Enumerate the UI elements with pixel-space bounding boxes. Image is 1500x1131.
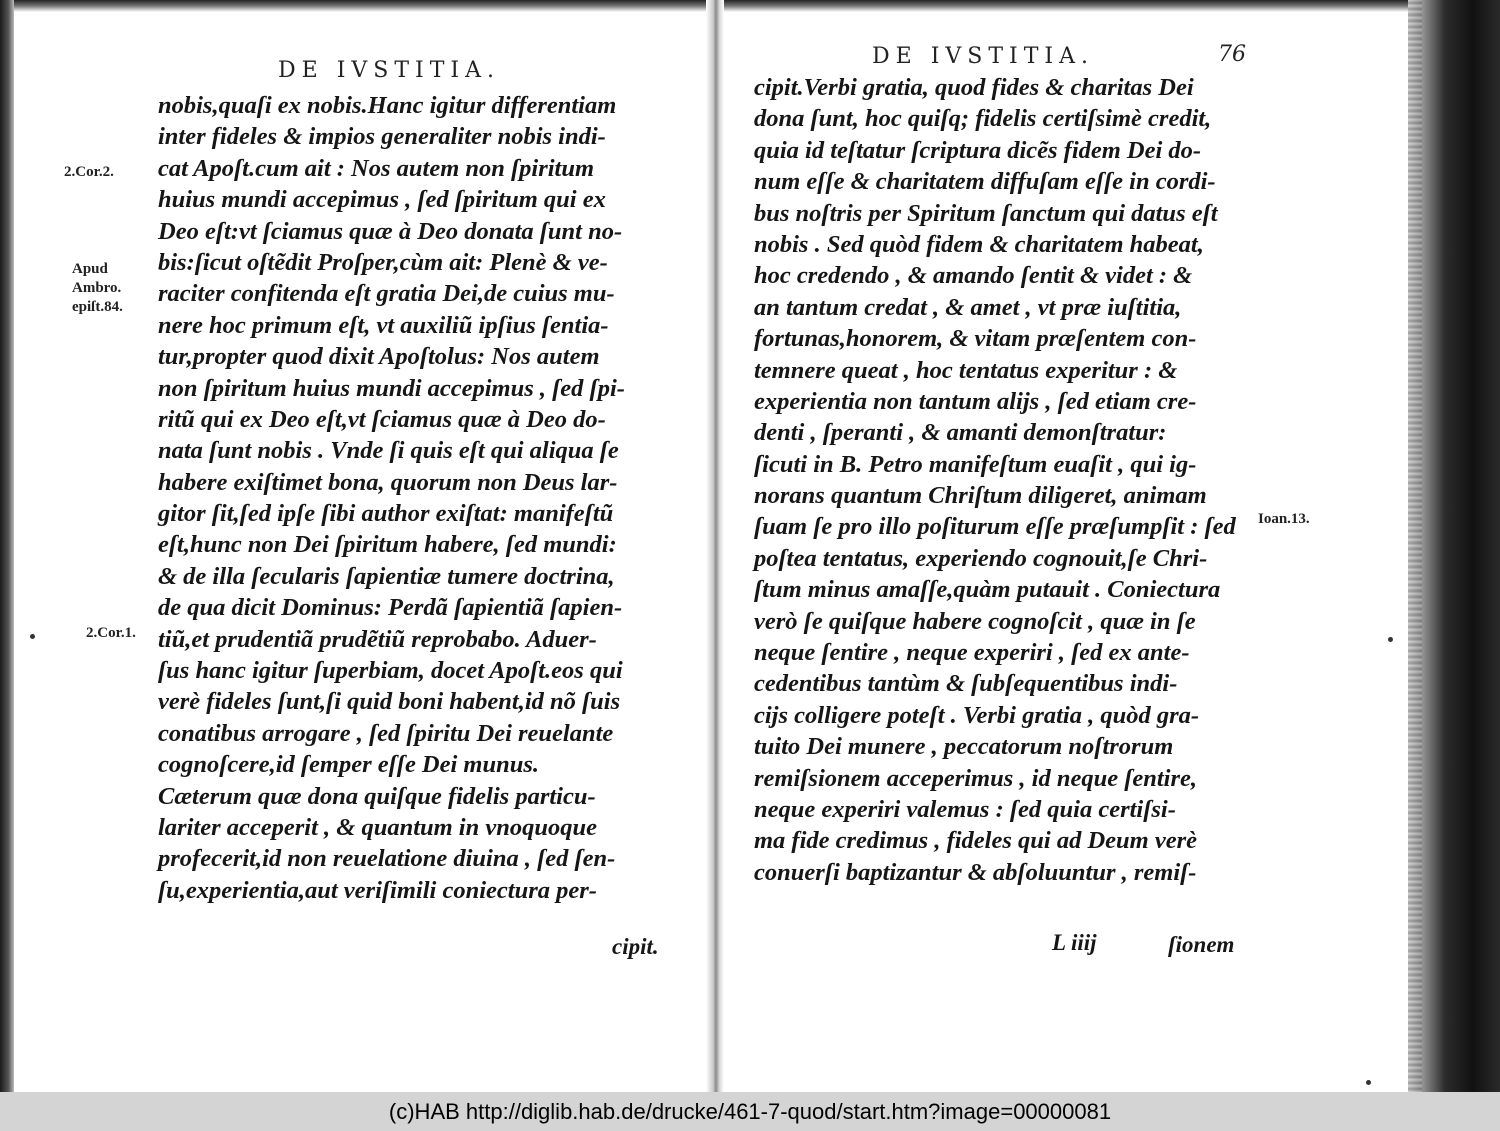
- margin-note-line: epiſt.84.: [72, 299, 123, 315]
- text-line: tuito Dei munere , peccatorum noſtrorum: [754, 733, 1174, 761]
- text-line: nata ſunt nobis . Vnde ſi quis eſt qui aliqua ſe: [158, 437, 619, 465]
- text-line: conatibus arrogare , ſed ſpiritu Dei reuelante: [158, 719, 614, 747]
- right-margin-note-1: Ioan.13.: [1258, 511, 1310, 527]
- text-line: tiũ,et prudentiã prudẽtiũ reprobabo. Aduer-: [158, 625, 597, 653]
- left-margin-note-3: 2.Cor.1.: [86, 625, 136, 641]
- text-line: non ſpiritum huius mundi accepimus , ſed ſpi-: [158, 374, 625, 402]
- text-line: conuerſi baptizantur & abſoluuntur , remiſ-: [754, 858, 1197, 886]
- text-line: Cæterum quæ dona quiſque fidelis particu-: [158, 782, 596, 810]
- page-stack-edge: [1408, 0, 1422, 1092]
- text-line: nobis . Sed quòd fidem & charitatem habeat,: [754, 230, 1204, 258]
- text-line: neque ſentire , neque experiri , ſed ex ante-: [754, 639, 1190, 667]
- ink-speck: [30, 634, 35, 639]
- text-line: Deo eſt:vt ſciamus quæ à Deo donata ſunt no-: [158, 217, 623, 245]
- text-line: habere exiſtimet bona, quorum non Deus lar-: [158, 468, 618, 496]
- text-line: ritũ qui ex Deo eſt,vt ſciamus quæ à Deo do-: [158, 405, 606, 433]
- text-line: inter fideles & impios generaliter nobis indi-: [158, 123, 606, 151]
- text-line: verò ſe quiſque habere cognoſcit , quæ in ſe: [754, 607, 1196, 635]
- text-line: cat Apoſt.cum ait : Nos autem non ſpiritum: [158, 154, 595, 182]
- text-line: ſtum minus amaſſe,quàm putauit . Coniectura: [754, 576, 1221, 604]
- left-catchword: cipit.: [612, 934, 659, 959]
- text-line: poſtea tentatus, experiendo cognouit,ſe Chri-: [754, 544, 1208, 572]
- text-line: gitor ſit,ſed ipſe ſibi author exiſtat: manifeſtũ: [158, 500, 614, 528]
- text-line: dona ſunt, hoc quiſq; fidelis certiſsimè credit,: [754, 105, 1212, 133]
- text-line: an tantum credat , & amet , vt præ iuſtitia,: [754, 293, 1182, 321]
- text-line: cijs colligere poteſt . Verbi gratia , quòd gra-: [754, 701, 1200, 729]
- text-line: raciter confitenda eſt gratia Dei,de cuius mu-: [158, 280, 615, 308]
- footer-credit: (c)HAB http://diglib.hab.de/drucke/461-7-quod/start.htm?image=00000081: [388, 1098, 1112, 1124]
- left-running-head: DE IVSTITIA.: [278, 58, 500, 83]
- margin-note-line: Ambro.: [72, 280, 122, 296]
- text-line: remiſsionem acceperimus , id neque ſentire,: [754, 764, 1197, 792]
- right-running-head: DE IVSTITIA.: [872, 44, 1094, 69]
- text-line: bus noſtris per Spiritum ſanctum qui datus eſt: [754, 199, 1218, 227]
- top-edge-shadow: [0, 0, 1500, 12]
- signature-mark: L iiij: [1052, 930, 1097, 955]
- text-line: norans quantum Chriſtum diligeret, animam: [754, 482, 1207, 510]
- text-line: hoc credendo , & amando ſentit & videt : &: [754, 262, 1193, 290]
- left-text-block: [158, 90, 678, 906]
- text-line: tur,propter quod dixit Apoſtolus: Nos autem: [158, 343, 600, 371]
- text-line: & de illa ſecularis ſapientiæ tumere doctrina,: [158, 562, 615, 590]
- text-line: experientia non tantum alijs , ſed etiam cre-: [754, 387, 1197, 415]
- text-line: quia id teſtatur ſcriptura dicẽs fidem Dei do-: [754, 136, 1202, 164]
- text-line: ſicuti in B. Petro manifeſtum euaſit , qui ig-: [754, 450, 1197, 478]
- text-line: ſuam ſe pro illo poſiturum eſſe præſumpſit : ſed: [754, 513, 1236, 541]
- text-line: denti , ſperanti , & amanti demonſtratur:: [754, 419, 1167, 447]
- text-line: cognoſcere,id ſemper eſſe Dei munus.: [158, 751, 540, 779]
- text-line: cedentibus tantùm & ſubſequentibus indi-: [754, 670, 1178, 698]
- text-line: bis:ſicut oſtẽdit Proſper,cùm ait: Plenè & ve-: [158, 248, 608, 276]
- text-line: de qua dicit Dominus: Perdã ſapientiã ſapien-: [158, 594, 623, 622]
- left-edge-shadow: [0, 0, 14, 1092]
- book-gutter: [706, 0, 724, 1092]
- text-line: profecerit,id non reuelatione diuina , ſed ſen-: [158, 845, 616, 873]
- text-line: nobis,quaſi ex nobis.Hanc igitur differentiam: [158, 92, 617, 119]
- left-margin-note-1: 2.Cor.2.: [64, 164, 114, 180]
- text-line: fortunas,honorem, & vitam præſentem con-: [754, 325, 1197, 353]
- text-line: verè fideles ſunt,ſi quid boni habent,id nõ ſuis: [158, 688, 621, 716]
- text-line: ma fide credimus , fideles qui ad Deum verè: [754, 827, 1197, 855]
- text-line: ſu,experientia,aut veriſimili coniectura per-: [158, 876, 597, 904]
- text-line: ſus hanc igitur ſuperbiam, docet Apoſt.eos qui: [158, 657, 623, 685]
- text-line: num eſſe & charitatem diffuſam eſſe in cordi-: [754, 168, 1216, 196]
- ink-speck: [1366, 1080, 1371, 1085]
- text-line: huius mundi accepimus , ſed ſpiritum qui ex: [158, 186, 606, 214]
- left-margin-note-2: [72, 260, 123, 317]
- text-line: cipit.Verbi gratia, quod fides & charitas Dei: [754, 74, 1194, 101]
- text-line: lariter acceperit , & quantum in vnoquoque: [158, 813, 597, 841]
- text-line: eſt,hunc non Dei ſpiritum habere, ſed mundi:: [158, 531, 617, 559]
- right-text-block: [754, 72, 1254, 888]
- margin-note-line: Apud: [72, 261, 108, 277]
- right-catchword: ſionem: [1168, 932, 1235, 957]
- text-line: temnere queat , hoc tentatus experitur : &: [754, 356, 1178, 384]
- text-line: neque experiri valemus : ſed quia certiſsi-: [754, 795, 1176, 823]
- copyright-footer: [0, 1092, 1500, 1131]
- page-number: 76: [1218, 42, 1246, 67]
- text-line: nere hoc primum eſt, vt auxiliũ ipſius ſentia-: [158, 311, 609, 339]
- ink-speck: [1388, 637, 1393, 642]
